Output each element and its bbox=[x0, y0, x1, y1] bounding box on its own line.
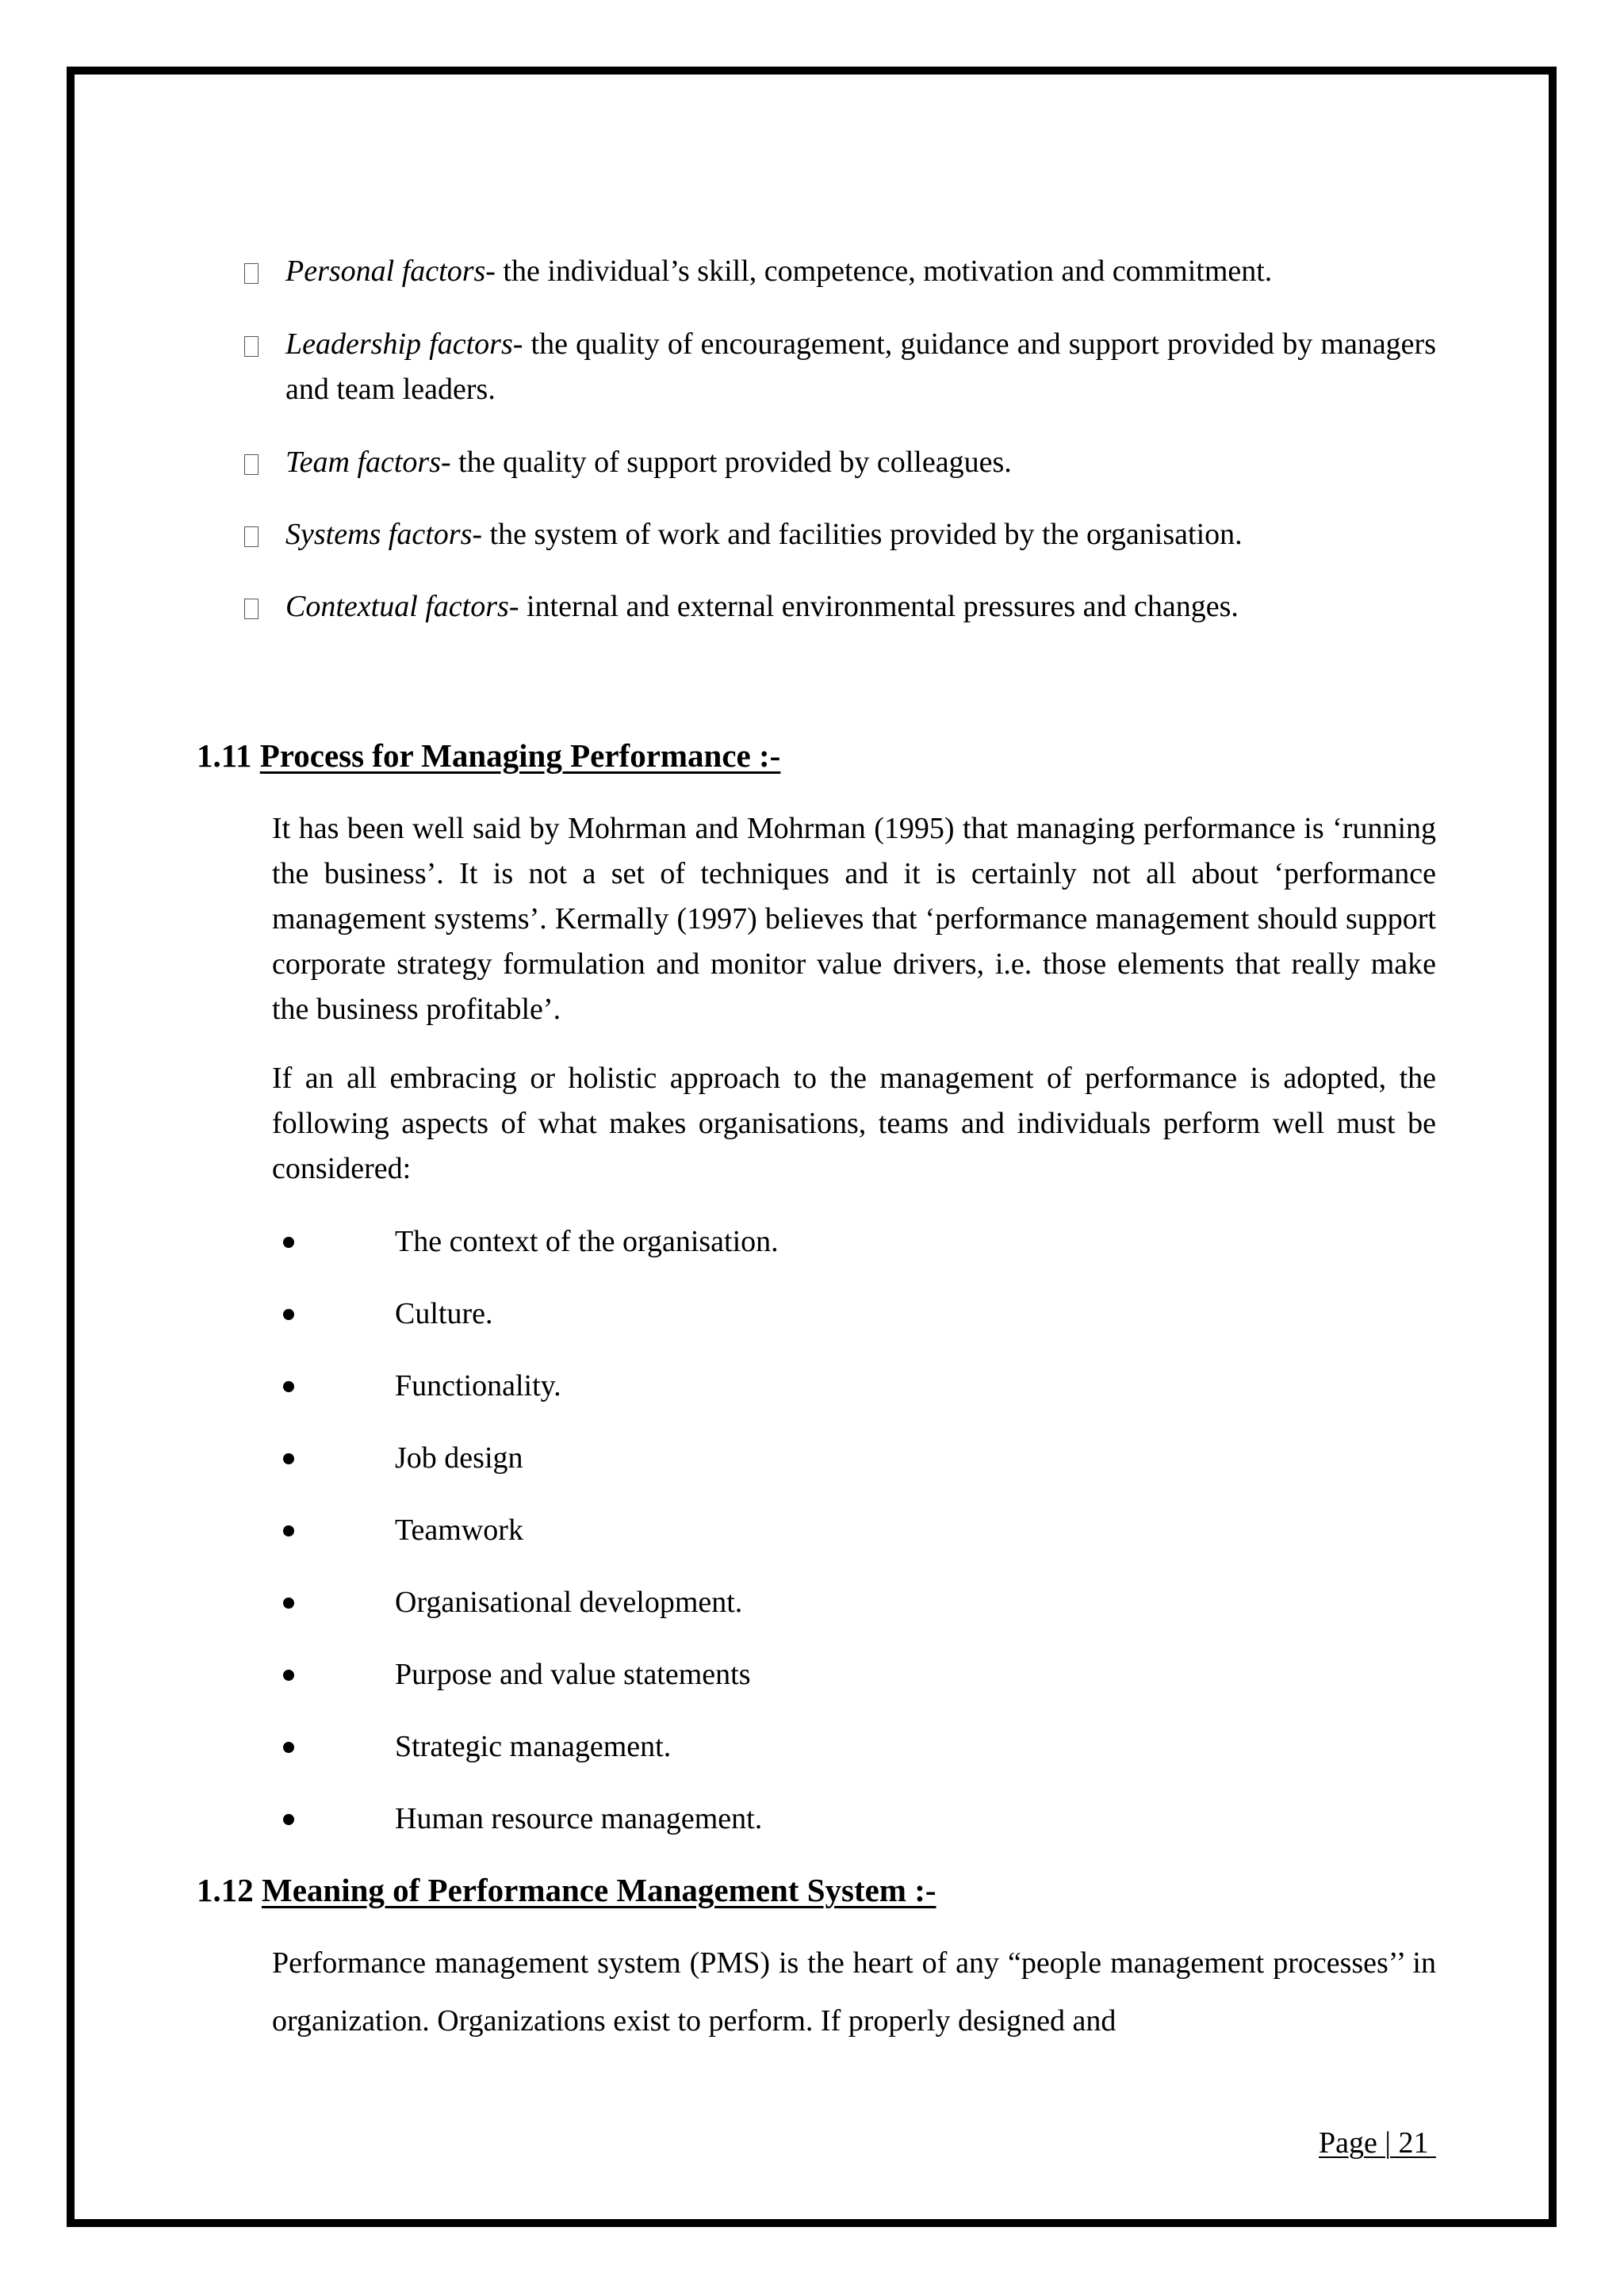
factor-text: - the quality of encouragement, guidance and support provided by managers and team leaders. bbox=[285, 327, 1436, 406]
paragraph: It has been well said by Mohrman and Mohrman (1995) that managing performance is ‘running the business’. It is not a set of techniques and it is certainly not all about ‘performance management systems’. Kermally (1997) believes that ‘performance management should support corporate strategy formulation and monitor value drivers, i.e. those elements that really make the business profitable’. bbox=[272, 812, 1436, 1026]
factor-term: Personal factors bbox=[285, 254, 486, 288]
list-item-text: Organisational development. bbox=[395, 1586, 743, 1619]
section-number: 1.11 bbox=[197, 737, 252, 774]
bullet-icon bbox=[283, 1237, 294, 1248]
bullet-icon bbox=[283, 1598, 294, 1609]
list-item-text: The context of the organisation. bbox=[395, 1225, 779, 1258]
bullet-icon bbox=[283, 1670, 294, 1681]
section-heading-1-11 bbox=[197, 733, 780, 779]
list-item-text: Purpose and value statements bbox=[395, 1658, 751, 1691]
missing-glyph-bullet-icon bbox=[244, 263, 259, 284]
bullet-icon bbox=[283, 1309, 294, 1320]
list-item-text: Culture. bbox=[395, 1297, 493, 1330]
bullet-icon bbox=[283, 1381, 294, 1392]
factor-term: Systems factors bbox=[285, 518, 473, 551]
paragraph: Performance management system (PMS) is the heart of any “people management processes’’ in organization. Organizations exist to perform. If properly designed and bbox=[272, 1946, 1436, 2038]
missing-glyph-bullet-icon bbox=[244, 599, 259, 619]
bullet-icon bbox=[283, 1525, 294, 1536]
factor-text: - the quality of support provided by colleagues. bbox=[441, 446, 1012, 479]
section-heading-1-12 bbox=[197, 1868, 936, 1913]
list-item-text: Teamwork bbox=[395, 1513, 523, 1547]
page-number: Page | 21 bbox=[1319, 2126, 1436, 2160]
factor-item bbox=[285, 322, 1436, 412]
list-item-text: Human resource management. bbox=[395, 1802, 763, 1835]
list-item-text: Strategic management. bbox=[395, 1730, 672, 1763]
factor-item bbox=[285, 512, 1436, 557]
missing-glyph-bullet-icon bbox=[244, 526, 259, 547]
section-title: Meaning of Performance Management System :- bbox=[262, 1872, 936, 1908]
bullet-icon bbox=[283, 1814, 294, 1825]
factor-text: - the individual’s skill, competence, motivation and commitment. bbox=[485, 254, 1273, 288]
missing-glyph-bullet-icon bbox=[244, 454, 259, 475]
section-title: Process for Managing Performance :- bbox=[259, 737, 781, 774]
factor-term: Leadership factors bbox=[285, 327, 513, 361]
factor-term: Team factors bbox=[285, 446, 442, 479]
factor-item bbox=[285, 584, 1436, 629]
factor-text: - the system of work and facilities provided by the organisation. bbox=[472, 518, 1243, 551]
list-item-text: Job design bbox=[395, 1441, 523, 1475]
factor-term: Contextual factors bbox=[285, 590, 509, 623]
section-number: 1.12 bbox=[197, 1872, 254, 1908]
list-item-text: Functionality. bbox=[395, 1369, 561, 1402]
bullet-icon bbox=[283, 1742, 294, 1753]
factor-item bbox=[285, 249, 1436, 294]
bullet-icon bbox=[283, 1453, 294, 1464]
missing-glyph-bullet-icon bbox=[244, 336, 259, 357]
factor-item bbox=[285, 440, 1436, 485]
paragraph: If an all embracing or holistic approach to the management of performance is adopted, the following aspects of what makes organisations, teams and individuals perform well must be considered: bbox=[272, 1062, 1436, 1185]
factor-text: - internal and external environmental pressures and changes. bbox=[508, 590, 1239, 623]
